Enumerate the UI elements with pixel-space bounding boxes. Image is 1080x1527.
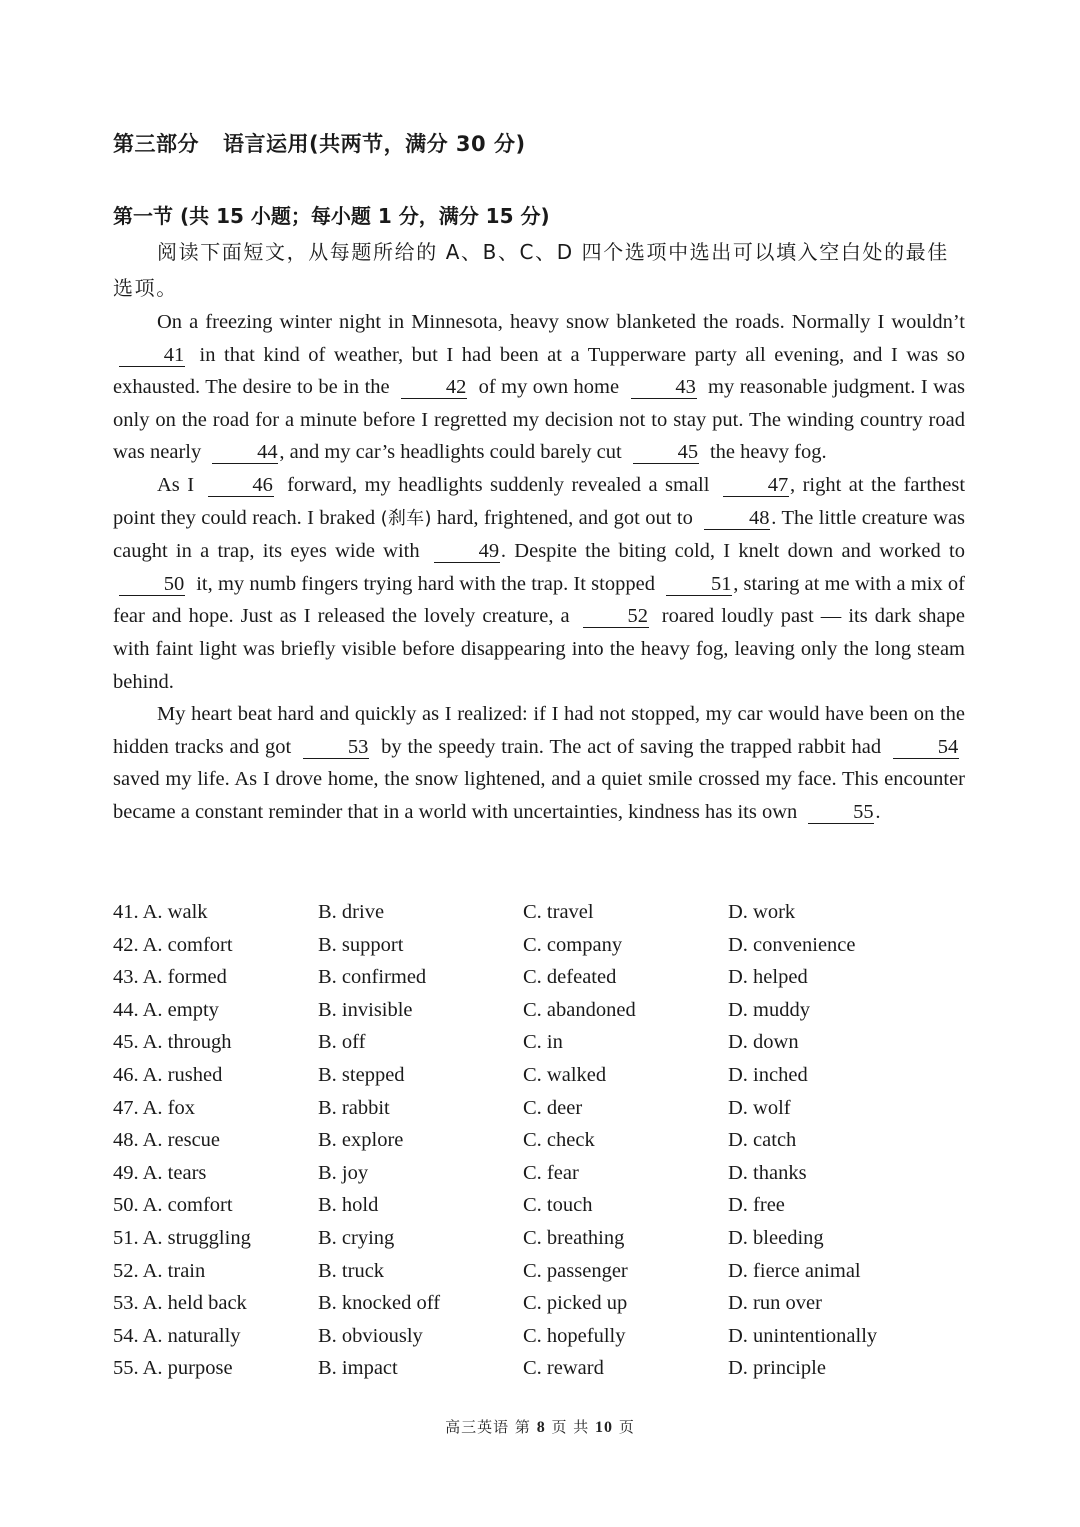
passage-text: the heavy fog. <box>709 441 827 464</box>
option-row-47 <box>113 1092 973 1125</box>
option-a: 44. A. empty <box>113 998 219 1021</box>
passage-paragraph-2 <box>113 469 965 698</box>
option-b: B. joy <box>318 1161 369 1184</box>
passage-text: . The little creature was caught in a trap, its eyes wide with <box>113 506 966 563</box>
option-d: D. inched <box>728 1063 808 1086</box>
section-title: 第一节 (共 15 小题；每小题 1 分，满分 15 分) <box>113 204 550 228</box>
option-a: 49. A. tears <box>113 1161 207 1184</box>
blank-44: 44 <box>212 441 278 464</box>
blank-54: 54 <box>893 736 959 759</box>
blank-55: 55 <box>808 801 874 824</box>
passage-paragraph-1 <box>113 306 965 469</box>
option-b: B. knocked off <box>318 1292 441 1315</box>
option-d: D. thanks <box>728 1161 807 1184</box>
option-a: 41. A. walk <box>113 901 208 923</box>
footer-text: 页 共 <box>551 1418 590 1436</box>
gloss-note: (刹车) <box>380 507 432 529</box>
footer-text: 页 <box>618 1418 635 1436</box>
part-title-number: 第三部分 <box>113 132 199 156</box>
option-d: D. fierce animal <box>728 1259 861 1282</box>
option-c: C. breathing <box>523 1226 625 1249</box>
passage-text: . Despite the biting cold, I knelt down and worked to <box>500 540 965 563</box>
option-b: B. rabbit <box>318 1096 390 1119</box>
option-c: C. walked <box>523 1063 607 1086</box>
blank-48: 48 <box>704 507 770 530</box>
option-d: D. convenience <box>728 933 856 956</box>
blank-49: 49 <box>434 540 500 563</box>
option-b: B. confirmed <box>318 966 427 989</box>
option-d: D. muddy <box>728 998 810 1021</box>
blank-41: 41 <box>119 344 185 367</box>
option-c: C. check <box>523 1129 595 1152</box>
option-b: B. stepped <box>318 1063 405 1086</box>
option-a: 42. A. comfort <box>113 933 233 956</box>
option-row-54 <box>113 1320 973 1353</box>
passage-text: My heart beat hard and quickly as I realized: if I had not stopped, my car would have been on the hidden tracks and got <box>113 703 965 758</box>
passage-text: As I <box>157 473 195 496</box>
option-c: C. touch <box>523 1194 593 1217</box>
page-number: 8 <box>536 1419 546 1436</box>
option-b: B. crying <box>318 1226 395 1249</box>
passage-text: , right at the farthest point they could reach. I braked <box>113 473 966 529</box>
passage-text: by the speedy train. The act of saving the trapped rabbit had <box>381 735 882 758</box>
page-total: 10 <box>595 1419 614 1436</box>
blank-42: 42 <box>401 376 467 399</box>
footer-text: 高三英语 第 <box>445 1418 531 1436</box>
part-title <box>113 128 526 158</box>
option-c: C. abandoned <box>523 998 636 1021</box>
part-title-heading: 语言运用(共两节，满分 30 分) <box>223 132 526 156</box>
option-b: B. drive <box>318 901 385 923</box>
option-c: C. defeated <box>523 966 617 989</box>
option-d: D. unintentionally <box>728 1324 878 1347</box>
option-d: D. down <box>728 1031 799 1054</box>
option-c: C. reward <box>523 1357 604 1380</box>
option-row-45 <box>113 1026 973 1059</box>
option-a: 51. A. struggling <box>113 1226 251 1249</box>
blank-45: 45 <box>633 441 699 464</box>
option-row-53 <box>113 1287 973 1320</box>
option-c: C. travel <box>523 901 594 923</box>
passage-text: , staring at me with a mix of fear and hope. Just as I released the lovely creature, a <box>113 572 966 628</box>
blank-53: 53 <box>303 736 369 759</box>
passage-text: it, my numb fingers trying hard with the trap. It stopped <box>196 572 655 595</box>
passage-text: On a freezing winter night in Minnesota, heavy snow blanketed the roads. Normally I wouldn’t <box>157 311 965 333</box>
option-b: B. support <box>318 933 404 956</box>
passage-text: hard, frightened, and got out to <box>436 506 693 529</box>
option-d: D. free <box>728 1194 785 1217</box>
option-a: 47. A. fox <box>113 1096 195 1119</box>
option-c: C. hopefully <box>523 1324 626 1347</box>
option-a: 46. A. rushed <box>113 1063 223 1086</box>
blank-51: 51 <box>666 573 732 596</box>
option-b: B. obviously <box>318 1324 423 1347</box>
option-c: C. in <box>523 1031 563 1054</box>
option-a: 43. A. formed <box>113 966 227 989</box>
option-row-43 <box>113 961 973 994</box>
instructions: 阅读下面短文，从每题所给的 A、B、C、D 四个选项中选出可以填入空白处的最佳选项。 <box>113 240 949 300</box>
option-a: 45. A. through <box>113 1031 232 1054</box>
option-row-49 <box>113 1157 973 1190</box>
option-b: B. off <box>318 1031 366 1054</box>
answer-options <box>113 896 973 1385</box>
cloze-passage <box>113 306 965 829</box>
page-footer <box>0 1416 1080 1437</box>
passage-text: my reasonable judgment. I was only on the road for a minute before I regretted my decision not to stay put. The winding country road was nearly <box>113 376 966 464</box>
passage-text: forward, my headlights suddenly revealed a small <box>287 473 710 496</box>
option-a: 48. A. rescue <box>113 1129 221 1152</box>
option-c: C. picked up <box>523 1292 628 1315</box>
option-c: C. passenger <box>523 1259 628 1282</box>
option-d: D. bleeding <box>728 1226 824 1249</box>
option-b: B. explore <box>318 1129 404 1152</box>
passage-text: , and my car’s headlights could barely cut <box>279 441 622 464</box>
option-b: B. invisible <box>318 998 413 1021</box>
blank-46: 46 <box>208 474 274 497</box>
option-b: B. hold <box>318 1194 379 1217</box>
option-d: D. wolf <box>728 1096 791 1119</box>
blank-43: 43 <box>631 376 697 399</box>
option-d: D. principle <box>728 1357 826 1380</box>
passage-text: roared loudly past — its dark shape with faint light was briefly visible before disappearing into the heavy fog, leaving only the long steam behind. <box>113 605 965 693</box>
option-row-55 <box>113 1352 973 1385</box>
option-row-44 <box>113 994 973 1027</box>
option-a: 53. A. held back <box>113 1292 247 1315</box>
option-c: C. fear <box>523 1161 579 1184</box>
option-d: D. run over <box>728 1292 822 1315</box>
option-b: B. impact <box>318 1357 398 1380</box>
passage-text: . <box>875 800 881 823</box>
blank-50: 50 <box>119 573 185 596</box>
option-row-46 <box>113 1059 973 1092</box>
option-c: C. deer <box>523 1096 583 1119</box>
option-a: 50. A. comfort <box>113 1194 233 1217</box>
option-a: 52. A. train <box>113 1259 206 1282</box>
option-row-42 <box>113 929 973 962</box>
option-d: D. work <box>728 901 796 923</box>
passage-text: in that kind of weather, but I had been at a Tupperware party all evening, and I was so exhausted. The desire to be in the <box>113 343 965 399</box>
passage-text: saved my life. As I drove home, the snow lightened, and a quiet smile crossed my face. This encounter became a constant reminder that in a world with uncertainties, kindness has its own <box>113 768 965 823</box>
option-d: D. catch <box>728 1129 797 1152</box>
blank-47: 47 <box>723 474 789 497</box>
option-d: D. helped <box>728 966 808 989</box>
option-c: C. company <box>523 933 623 956</box>
option-b: B. truck <box>318 1259 385 1282</box>
option-row-48 <box>113 1124 973 1157</box>
option-a: 55. A. purpose <box>113 1357 233 1380</box>
option-row-41 <box>113 896 973 929</box>
passage-text: of my own home <box>478 376 620 399</box>
blank-52: 52 <box>583 605 649 628</box>
option-row-52 <box>113 1255 973 1288</box>
option-row-50 <box>113 1189 973 1222</box>
passage-paragraph-3 <box>113 698 965 828</box>
option-row-51 <box>113 1222 973 1255</box>
option-a: 54. A. naturally <box>113 1324 241 1347</box>
